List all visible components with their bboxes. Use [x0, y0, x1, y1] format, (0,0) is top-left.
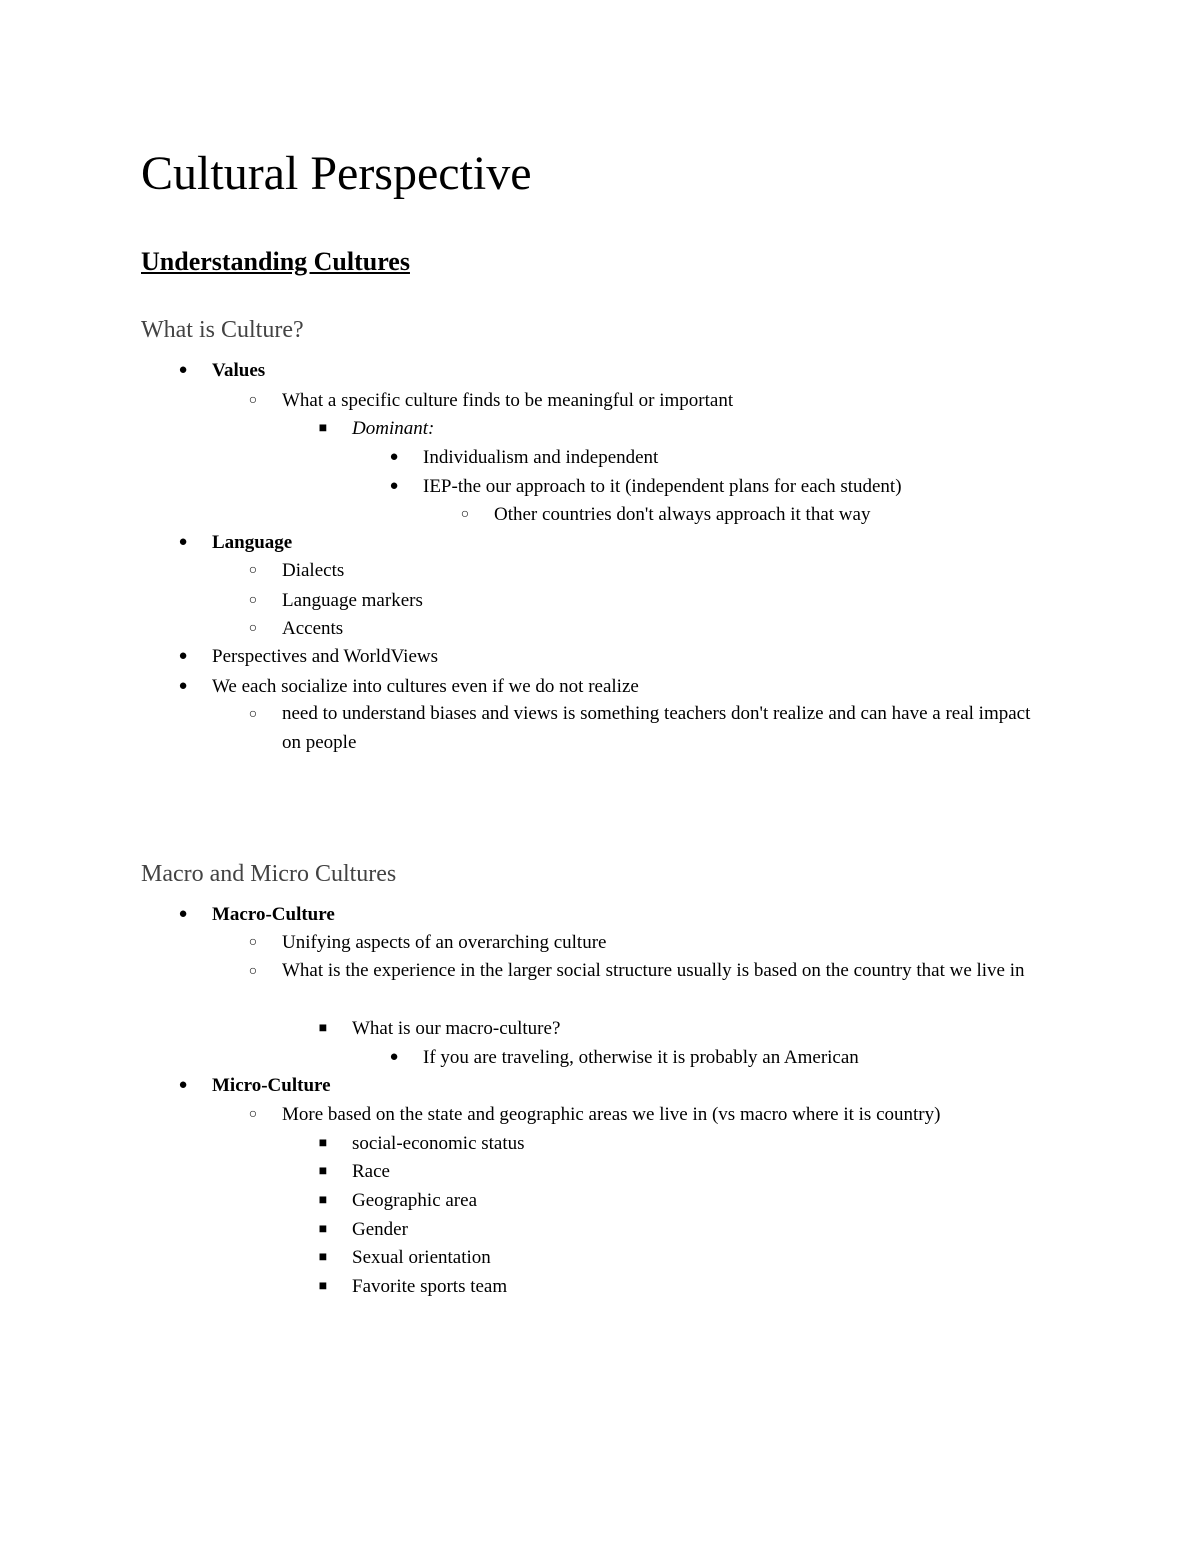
bullet-circle-icon: ○ — [248, 964, 258, 979]
list-item-text: social-economic status — [352, 1133, 525, 1154]
bullet-circle-icon: ○ — [248, 593, 258, 608]
bullet-disc-icon: ● — [389, 449, 399, 465]
bullet-circle-icon: ○ — [460, 507, 470, 522]
subsection-heading: Macro and Micro Cultures — [141, 861, 397, 887]
bullet-disc-icon: ● — [178, 534, 188, 550]
list-item — [318, 1186, 478, 1215]
bullet-disc-icon: ● — [178, 648, 188, 664]
bullet-square-icon: ■ — [318, 1222, 328, 1237]
bullet-square-icon: ■ — [318, 1136, 328, 1151]
list-item-text: Micro-Culture — [212, 1075, 331, 1096]
list-item — [248, 386, 734, 415]
list-item — [318, 1157, 390, 1186]
list-item-text: What a specific culture finds to be meaningful or important — [282, 390, 734, 411]
list-item — [248, 1100, 941, 1129]
list-item-text: Geographic area — [352, 1190, 478, 1211]
list-item — [318, 1014, 561, 1043]
list-item-text: We each socialize into cultures even if we do not realize — [212, 676, 639, 697]
list-item-text: What is the experience in the larger social structure usually is based on the country that we live in — [282, 960, 1025, 981]
list-item-text: More based on the state and geographic areas we live in (vs macro where it is country) — [282, 1104, 941, 1125]
list-item-text: Individualism and independent — [423, 447, 659, 468]
bullet-square-icon: ■ — [318, 1164, 328, 1179]
list-item-text: What is our macro-culture? — [352, 1018, 561, 1039]
list-item-text: Language markers — [282, 590, 423, 611]
list-item-text: Race — [352, 1161, 390, 1182]
list-item-text: need to understand biases and views is something teachers don't realize and can have a real impact on people — [282, 703, 1031, 753]
list-item-text: Gender — [352, 1219, 408, 1240]
bullet-square-icon: ■ — [318, 1250, 328, 1265]
list-item — [318, 1215, 408, 1244]
list-item — [178, 1071, 331, 1100]
bullet-disc-icon: ● — [178, 906, 188, 922]
bullet-disc-icon: ● — [389, 478, 399, 494]
bullet-square-icon: ■ — [318, 421, 328, 436]
list-item — [178, 642, 438, 671]
bullet-circle-icon: ○ — [248, 707, 258, 722]
list-item — [248, 928, 607, 957]
list-item — [248, 700, 1037, 757]
list-item-text: Accents — [282, 618, 344, 639]
list-item — [248, 957, 1037, 986]
bullet-circle-icon: ○ — [248, 393, 258, 408]
list-item — [318, 1129, 525, 1158]
list-item-text: Macro-Culture — [212, 904, 335, 925]
list-item-text: Language — [212, 532, 293, 553]
list-item-text: Other countries don't always approach it that way — [494, 504, 871, 525]
list-item-text: Perspectives and WorldViews — [212, 646, 438, 667]
bullet-square-icon: ■ — [318, 1279, 328, 1294]
subsection-heading: What is Culture? — [141, 317, 304, 343]
bullet-circle-icon: ○ — [248, 621, 258, 636]
bullet-disc-icon: ● — [178, 362, 188, 378]
list-item-text: Values — [212, 360, 266, 381]
list-item-text: Dominant: — [352, 418, 435, 439]
bullet-disc-icon: ● — [178, 1077, 188, 1093]
section-heading: Understanding Cultures — [141, 247, 410, 276]
bullet-square-icon: ■ — [318, 1021, 328, 1036]
list-item — [248, 614, 344, 643]
list-item-text: IEP-the our approach to it (independent plans for each student) — [423, 476, 902, 497]
list-item — [389, 443, 659, 472]
list-item — [318, 414, 435, 443]
list-item — [460, 500, 871, 529]
list-item — [178, 356, 266, 385]
list-item-text: Dialects — [282, 560, 345, 581]
bullet-disc-icon: ● — [178, 678, 188, 694]
list-item — [318, 1243, 491, 1272]
list-item — [178, 900, 335, 929]
list-item — [178, 528, 293, 557]
list-item — [389, 1043, 859, 1072]
list-item — [389, 472, 902, 501]
bullet-square-icon: ■ — [318, 1193, 328, 1208]
list-item — [178, 672, 639, 701]
list-item-text: If you are traveling, otherwise it is probably an American — [423, 1047, 859, 1068]
list-item-text: Favorite sports team — [352, 1276, 508, 1297]
bullet-circle-icon: ○ — [248, 1107, 258, 1122]
list-item — [318, 1272, 508, 1301]
list-item-text: Sexual orientation — [352, 1247, 491, 1268]
list-item-text: Unifying aspects of an overarching culture — [282, 932, 607, 953]
bullet-circle-icon: ○ — [248, 935, 258, 950]
list-item — [248, 586, 423, 615]
list-item — [248, 556, 345, 585]
bullet-disc-icon: ● — [389, 1049, 399, 1065]
document-title: Cultural Perspective — [141, 147, 532, 200]
bullet-circle-icon: ○ — [248, 563, 258, 578]
